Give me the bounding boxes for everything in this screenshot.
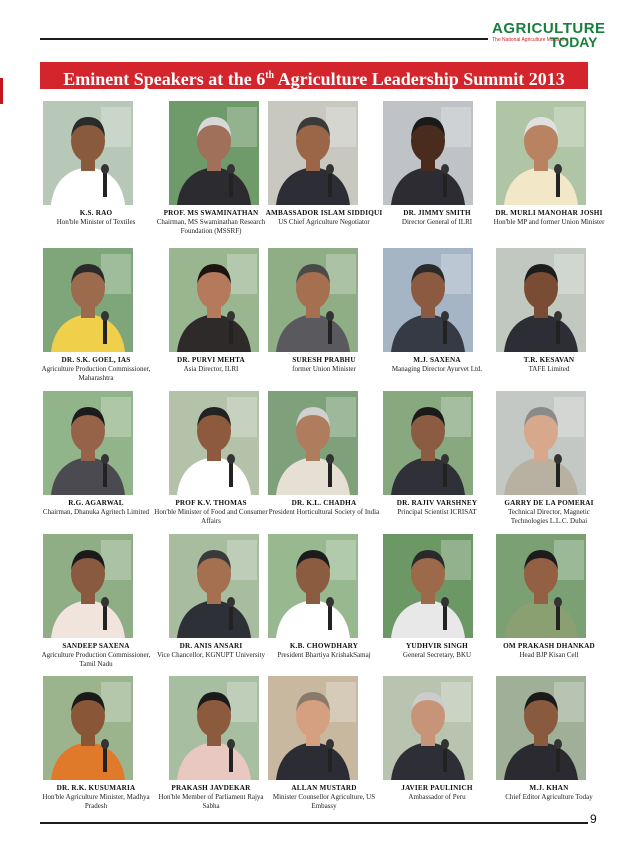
speaker-name: DR. S.K. GOEL, IAS	[61, 356, 131, 364]
speaker-card	[493, 101, 605, 241]
footer-rule	[40, 822, 588, 824]
speaker-title: Chairman, MS Swaminathan Research Foundation (MSSRF)	[156, 218, 266, 235]
speaker-card	[155, 534, 267, 674]
speaker-card	[268, 248, 380, 388]
speaker-title: President Bhartiya KrishakSamaj	[277, 651, 371, 659]
speaker-card	[155, 391, 267, 531]
speaker-photo	[268, 676, 358, 780]
speaker-card	[381, 248, 493, 388]
speaker-photo	[496, 248, 586, 352]
speaker-card	[155, 676, 267, 816]
speaker-photo	[169, 391, 259, 495]
speaker-photo	[268, 534, 358, 638]
speaker-row	[40, 248, 592, 388]
speaker-name: DR. MURLI MANOHAR JOSHI	[495, 209, 603, 217]
speaker-card	[381, 534, 493, 674]
speaker-name: SURESH PRABHU	[292, 356, 356, 364]
speaker-title: Hon'ble Member of Parliament Rajya Sabha	[158, 793, 264, 810]
speaker-photo	[268, 248, 358, 352]
speaker-row	[40, 101, 605, 241]
speaker-photo	[169, 101, 259, 205]
speaker-row	[40, 676, 592, 816]
speaker-name: GARRY DE LA POMERAI	[504, 499, 594, 507]
speaker-title: Technical Director, Magnetic Technologies L.L.C. Dubai	[508, 508, 590, 525]
speaker-photo	[169, 676, 259, 780]
speaker-card	[155, 101, 267, 241]
speaker-photo	[496, 676, 586, 780]
speaker-title: Principal Scientist ICRISAT	[397, 508, 477, 516]
speaker-title: Vice Chancellor, KGNUPT University	[156, 651, 266, 659]
speaker-photo	[383, 391, 473, 495]
speaker-name: OM PRAKASH DHANKAD	[503, 642, 595, 650]
speaker-card	[155, 248, 267, 388]
speaker-name: PRAKASH JAVDEKAR	[171, 784, 251, 792]
speaker-card	[493, 534, 605, 674]
speaker-name: DR. RAJIV VARSHNEY	[396, 499, 478, 507]
speaker-title: President Horticultural Society of India	[268, 508, 380, 516]
speaker-title: Chief Editor Agriculture Today	[505, 793, 593, 801]
speaker-name: PROF K.V. THOMAS	[175, 499, 247, 507]
speaker-photo	[383, 101, 473, 205]
speaker-title: Agriculture Production Commissioner, Maharashtra	[41, 365, 151, 382]
speaker-photo	[268, 391, 358, 495]
speaker-photo	[43, 391, 133, 495]
speaker-card	[381, 101, 493, 241]
banner-text-before: Eminent Speakers at the 6	[63, 69, 266, 89]
speaker-photo	[383, 248, 473, 352]
left-edge-mark	[0, 78, 3, 104]
banner-superscript: th	[265, 70, 275, 81]
speaker-name: AMBASSADOR ISLAM SIDDIQUI	[265, 209, 383, 217]
speaker-card	[268, 534, 380, 674]
speaker-title: Ambassador of Peru	[408, 793, 466, 801]
speaker-name: PROF. MS SWAMINATHAN	[163, 209, 259, 217]
speaker-name: DR. ANIS ANSARI	[179, 642, 243, 650]
speaker-card	[40, 391, 152, 531]
page-title-banner	[40, 62, 588, 89]
speaker-name: T.R. KESAVAN	[523, 356, 575, 364]
speaker-name: M.J. SAXENA	[413, 356, 461, 364]
speaker-photo	[383, 676, 473, 780]
speaker-title: Director General of ILRI	[401, 218, 473, 226]
speaker-title: TAFE Limited	[528, 365, 570, 373]
speaker-title: Hon'ble Minister of Textiles	[56, 218, 136, 226]
speaker-name: YUDHVIR SINGH	[406, 642, 468, 650]
speaker-title: Hon'ble Minister of Food and Consumer Affairs	[154, 508, 268, 525]
speaker-card	[268, 391, 380, 531]
speaker-card	[40, 534, 152, 674]
speaker-card	[493, 676, 605, 816]
speaker-card	[493, 248, 605, 388]
agriculture-today-logo	[492, 20, 606, 52]
speaker-row	[40, 534, 595, 674]
speaker-title: Asia Director, ILRI	[183, 365, 239, 373]
logo-tagline: The National Agriculture Magazine	[492, 37, 569, 43]
speaker-title: Chairman, Dhanuka Agritech Limited	[42, 508, 150, 516]
speaker-photo	[169, 248, 259, 352]
speaker-photo	[43, 534, 133, 638]
speaker-title: Minister Counsellor Agriculture, US Embassy	[272, 793, 376, 810]
speaker-card	[265, 101, 383, 241]
speaker-title: former Union Minister	[292, 365, 356, 373]
speaker-name: JAVIER PAULINICH	[401, 784, 473, 792]
speaker-card	[381, 391, 493, 531]
speaker-title: Hon'ble MP and former Union Minister	[493, 218, 605, 226]
speaker-title: Managing Director Ayurvet Ltd.	[391, 365, 483, 373]
logo-line-1: AGRICULTURE	[492, 20, 606, 37]
speaker-card	[268, 676, 380, 816]
speaker-row	[40, 391, 592, 531]
speaker-photo	[496, 101, 586, 205]
speaker-name: R.G. AGARWAL	[68, 499, 124, 507]
speaker-photo	[268, 101, 358, 205]
speaker-photo	[169, 534, 259, 638]
speaker-name: DR. PURVI MEHTA	[177, 356, 245, 364]
speaker-card	[40, 248, 152, 388]
speaker-card	[40, 101, 152, 241]
page-number: 9	[590, 812, 597, 826]
speaker-card	[40, 676, 152, 816]
speaker-title: Head BJP Kisan Cell	[519, 651, 579, 659]
header-rule	[40, 38, 488, 40]
speaker-photo	[496, 391, 586, 495]
speaker-photo	[43, 101, 133, 205]
speaker-name: K.B. CHOWDHARY	[289, 642, 359, 650]
speaker-name: ALLAN MUSTARD	[291, 784, 357, 792]
speaker-title: Hon'ble Agriculture Minister, Madhya Pradesh	[42, 793, 150, 810]
speaker-card	[381, 676, 493, 816]
speaker-title: US Chief Agriculture Negotiator	[278, 218, 370, 226]
speaker-photo	[496, 534, 586, 638]
logo-line-2: TODAY	[550, 34, 598, 50]
speaker-card	[493, 391, 605, 531]
speaker-title: Agriculture Production Commissioner, Tamil Nadu	[41, 651, 151, 668]
speaker-name: K.S. RAO	[79, 209, 113, 217]
speaker-photo	[383, 534, 473, 638]
banner-text-after: Agriculture Leadership Summit 2013	[274, 69, 565, 89]
speaker-name: SANDEEP SAXENA	[62, 642, 130, 650]
speaker-name: DR. K.L. CHADHA	[291, 499, 357, 507]
speaker-name: DR. R.K. KUSUMARIA	[56, 784, 136, 792]
speaker-title: General Secretary, BKU	[402, 651, 472, 659]
speaker-name: M.J. KHAN	[529, 784, 569, 792]
speaker-name: DR. JIMMY SMITH	[403, 209, 471, 217]
speaker-photo	[43, 248, 133, 352]
speaker-photo	[43, 676, 133, 780]
